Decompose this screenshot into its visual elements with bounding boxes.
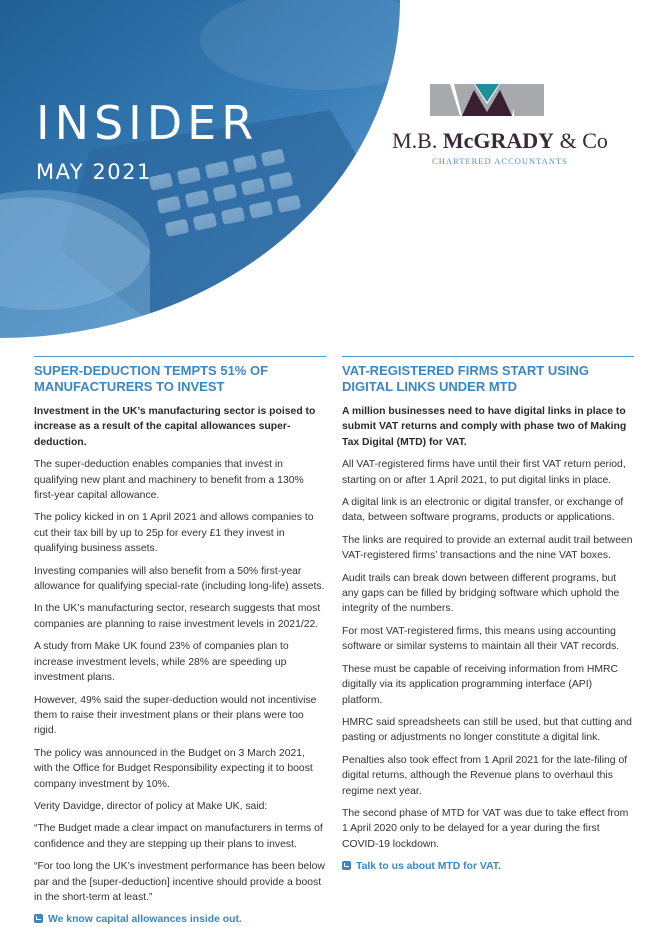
- article-paragraph: However, 49% said the super-deduction would not incentivise them to raise their investment plans or their plans were too rigid.: [34, 694, 317, 737]
- article-paragraph: These must be capable of receiving information from HMRC digitally via its application programming interface (API) platform.: [342, 663, 619, 706]
- newsletter-date: MAY 2021: [36, 160, 152, 184]
- capital-allowances-link[interactable]: [34, 912, 326, 927]
- cta-label: We know capital allowances inside out.: [48, 914, 242, 926]
- arrow-link-icon: [34, 914, 43, 923]
- article-paragraph: A study from Make UK found 23% of companies plan to increase investment levels, while 28% are speeding up investment plans.: [34, 641, 289, 684]
- article-paragraph: The second phase of MTD for VAT was due to take effect from 1 April 2020 only to be delayed for a year during the first COVID-19 lockdown.: [342, 807, 629, 850]
- article-paragraph: “The Budget made a clear impact on manufacturers in terms of confidence and they are stepping up their plans to invest.: [34, 823, 323, 850]
- mtd-vat-link[interactable]: [342, 859, 634, 874]
- logo-mark-icon: [430, 84, 544, 116]
- article-paragraph: The super-deduction enables companies that invest in qualifying new plant and machinery to benefit from a 130% first-year capital allowance.: [34, 459, 304, 502]
- article-paragraph: Penalties also took effect from 1 April 2021 for the late-filing of digital returns, although the Revenue plans to overhaul this regime next year.: [342, 754, 628, 797]
- article-paragraph: All VAT-registered firms have until their first VAT return period, starting on or after 1 April 2021, to put digital links in place.: [342, 459, 626, 486]
- article-mtd-vat: [342, 356, 634, 874]
- article-heading: SUPER-DEDUCTION TEMPTS 51% OF MANUFACTURERS TO INVEST: [34, 363, 269, 394]
- article-paragraph: For most VAT-registered firms, this means using accounting software or similar systems to maintain all their VAT records.: [342, 625, 620, 653]
- article-heading: VAT-REGISTERED FIRMS START USING DIGITAL LINKS UNDER MTD: [342, 363, 590, 394]
- cta-label: Talk to us about MTD for VAT.: [356, 861, 501, 873]
- article-paragraph: Verity Davidge, director of policy at Make UK, said:: [34, 800, 268, 812]
- article-paragraph: HMRC said spreadsheets can still be used, but that cutting and pasting or adjustments no longer constitute a digital link.: [342, 716, 632, 744]
- article-lead: Investment in the UK’s manufacturing sector is poised to increase as a result of the capital allowances super-deduction.: [34, 406, 316, 448]
- article-paragraph: A digital link is an electronic or digital transfer, or exchange of data, between software programs, products or applications.: [342, 497, 624, 524]
- article-paragraph: Investing companies will also benefit from a 50% first-year allowance for qualifying special-rate (including long-life) assets.: [34, 565, 325, 593]
- article-super-deduction: [34, 356, 326, 927]
- article-paragraph: Audit trails can break down between different programs, but any gaps can be filled by bridging software which uphold the integrity of the numbers.: [342, 572, 620, 615]
- company-name: M.B. McGRADY & Co: [392, 128, 608, 153]
- newsletter-title: INSIDER: [36, 96, 259, 150]
- article-lead: A million businesses need to have digital links in place to submit VAT returns and comply with phase two of Making Tax Digital (MTD) for VAT.: [342, 406, 627, 448]
- article-paragraph: The policy was announced in the Budget on 3 March 2021, with the Office for Budget Responsibility expecting it to boost company investment by 10%.: [34, 747, 313, 790]
- article-paragraph: The links are required to provide an external audit trail between VAT-registered firms’ transactions and the nine VAT boxes.: [342, 534, 633, 562]
- company-logo: [380, 84, 620, 174]
- article-paragraph: The policy kicked in on 1 April 2021 and allows companies to cut their tax bill by up to 25p for every £1 they invest in qualifying business assets.: [34, 512, 314, 555]
- arrow-link-icon: [342, 861, 351, 870]
- article-paragraph: In the UK’s manufacturing sector, research suggests that most companies are planning to raise investment levels in 2021/22.: [34, 603, 321, 630]
- company-tagline: CHARTERED ACCOUNTANTS: [432, 156, 568, 166]
- article-paragraph: “For too long the UK’s investment performance has been below par and the [super-deduction] incentive should provide a boost in the short-term at least.”: [34, 861, 325, 903]
